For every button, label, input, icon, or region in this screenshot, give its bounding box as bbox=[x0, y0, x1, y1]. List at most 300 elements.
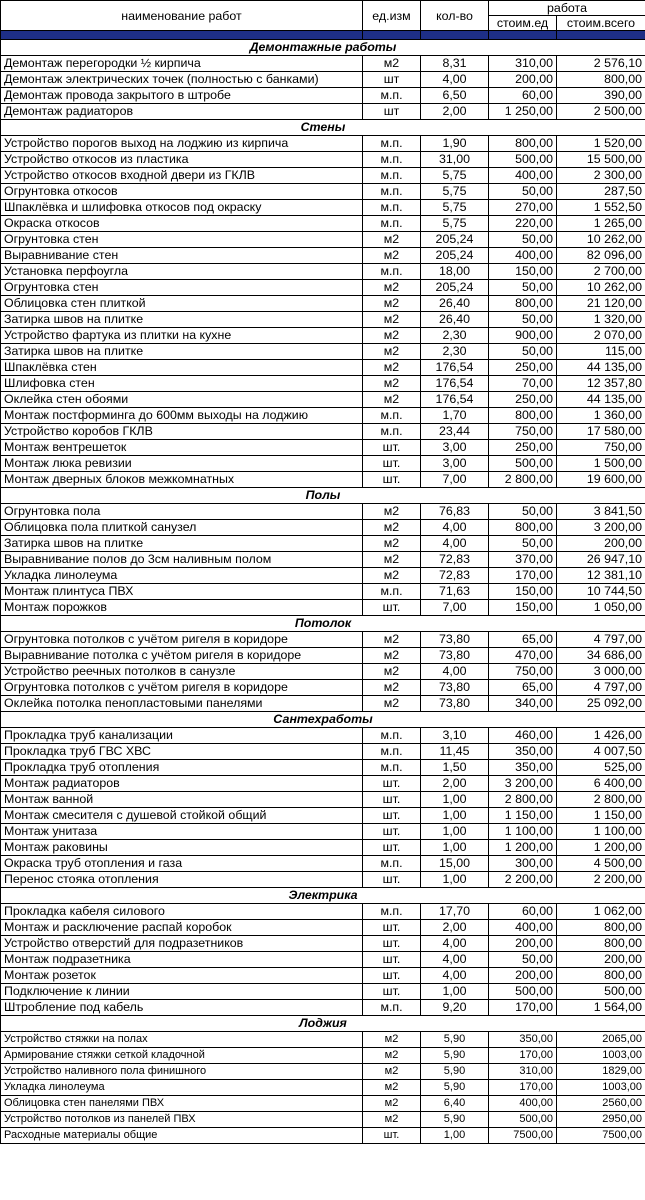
unit: м2 bbox=[363, 1048, 421, 1064]
quantity: 73,80 bbox=[421, 648, 489, 664]
total-price: 1 520,00 bbox=[557, 136, 645, 152]
unit: м.п. bbox=[363, 200, 421, 216]
unit-price: 500,00 bbox=[489, 1112, 557, 1128]
section-header bbox=[1, 488, 645, 504]
total-price: 1 200,00 bbox=[557, 840, 645, 856]
work-name: Монтаж плинтуса ПВХ bbox=[1, 584, 363, 600]
unit: м2 bbox=[363, 536, 421, 552]
unit: м.п. bbox=[363, 760, 421, 776]
unit: м2 bbox=[363, 1112, 421, 1128]
total-price: 26 947,10 bbox=[557, 552, 645, 568]
work-name: Монтаж и расключение распай коробок bbox=[1, 920, 363, 936]
unit: м.п. bbox=[363, 152, 421, 168]
unit-price: 2 800,00 bbox=[489, 472, 557, 488]
quantity: 73,80 bbox=[421, 696, 489, 712]
quantity: 5,90 bbox=[421, 1080, 489, 1096]
total-price: 2 500,00 bbox=[557, 104, 645, 120]
quantity: 205,24 bbox=[421, 280, 489, 296]
table-row bbox=[1, 1000, 645, 1016]
quantity: 2,00 bbox=[421, 920, 489, 936]
total-price: 2950,00 bbox=[557, 1112, 645, 1128]
total-price: 1829,00 bbox=[557, 1064, 645, 1080]
total-price: 200,00 bbox=[557, 952, 645, 968]
unit-price: 50,00 bbox=[489, 536, 557, 552]
work-name: Демонтаж радиаторов bbox=[1, 104, 363, 120]
work-name: Установка перфоугла bbox=[1, 264, 363, 280]
quantity: 5,75 bbox=[421, 200, 489, 216]
quantity: 205,24 bbox=[421, 232, 489, 248]
unit-price: 1 200,00 bbox=[489, 840, 557, 856]
quantity: 4,00 bbox=[421, 72, 489, 88]
unit: шт. bbox=[363, 920, 421, 936]
work-name: Устройство реечных потолков в санузле bbox=[1, 664, 363, 680]
quantity: 5,90 bbox=[421, 1064, 489, 1080]
total-price: 2 800,00 bbox=[557, 792, 645, 808]
header-divider-bar bbox=[1, 31, 645, 40]
total-price: 21 120,00 bbox=[557, 296, 645, 312]
table-row bbox=[1, 552, 645, 568]
quantity: 31,00 bbox=[421, 152, 489, 168]
work-name: Монтаж ванной bbox=[1, 792, 363, 808]
unit: шт bbox=[363, 104, 421, 120]
total-price: 25 092,00 bbox=[557, 696, 645, 712]
total-price: 3 841,50 bbox=[557, 504, 645, 520]
unit-price: 7500,00 bbox=[489, 1128, 557, 1144]
table-row bbox=[1, 168, 645, 184]
quantity: 73,80 bbox=[421, 680, 489, 696]
unit-price: 1 100,00 bbox=[489, 824, 557, 840]
header-name: наименование работ bbox=[1, 1, 363, 31]
unit-price: 370,00 bbox=[489, 552, 557, 568]
total-price: 2 200,00 bbox=[557, 872, 645, 888]
quantity: 2,00 bbox=[421, 104, 489, 120]
work-name: Монтаж постформинга до 600мм выходы на лоджию bbox=[1, 408, 363, 424]
work-name: Шлифовка стен bbox=[1, 376, 363, 392]
total-price: 1003,00 bbox=[557, 1048, 645, 1064]
work-name: Огрунтовка стен bbox=[1, 232, 363, 248]
quantity: 1,00 bbox=[421, 872, 489, 888]
work-name: Выравнивание полов до 3см наливным полом bbox=[1, 552, 363, 568]
unit: м2 bbox=[363, 648, 421, 664]
unit: шт. bbox=[363, 808, 421, 824]
header-qty: кол-во bbox=[421, 1, 489, 31]
unit: м2 bbox=[363, 568, 421, 584]
unit: м2 bbox=[363, 696, 421, 712]
quantity: 72,83 bbox=[421, 552, 489, 568]
unit-price: 250,00 bbox=[489, 360, 557, 376]
work-name: Монтаж дверных блоков межкомнатных bbox=[1, 472, 363, 488]
table-row bbox=[1, 680, 645, 696]
table-row bbox=[1, 664, 645, 680]
table-row bbox=[1, 376, 645, 392]
total-price: 44 135,00 bbox=[557, 392, 645, 408]
quantity: 4,00 bbox=[421, 968, 489, 984]
unit-price: 250,00 bbox=[489, 392, 557, 408]
unit-price: 350,00 bbox=[489, 1032, 557, 1048]
unit-price: 400,00 bbox=[489, 920, 557, 936]
total-price: 2 300,00 bbox=[557, 168, 645, 184]
total-price: 34 686,00 bbox=[557, 648, 645, 664]
unit-price: 200,00 bbox=[489, 968, 557, 984]
quantity: 11,45 bbox=[421, 744, 489, 760]
section-header bbox=[1, 1016, 645, 1032]
unit: шт. bbox=[363, 600, 421, 616]
table-row bbox=[1, 392, 645, 408]
total-price: 525,00 bbox=[557, 760, 645, 776]
table-row bbox=[1, 216, 645, 232]
quantity: 5,90 bbox=[421, 1048, 489, 1064]
unit-price: 500,00 bbox=[489, 456, 557, 472]
unit: м2 bbox=[363, 328, 421, 344]
work-name: Шпаклёвка и шлифовка откосов под окраску bbox=[1, 200, 363, 216]
table-row bbox=[1, 1096, 645, 1112]
section-title: Сантехработы bbox=[1, 712, 645, 728]
quantity: 4,00 bbox=[421, 536, 489, 552]
unit-price: 270,00 bbox=[489, 200, 557, 216]
table-row bbox=[1, 408, 645, 424]
quantity: 5,90 bbox=[421, 1112, 489, 1128]
work-name: Монтаж люка ревизии bbox=[1, 456, 363, 472]
table-row bbox=[1, 296, 645, 312]
header-unit: ед.изм bbox=[363, 1, 421, 31]
unit-price: 800,00 bbox=[489, 136, 557, 152]
total-price: 1 320,00 bbox=[557, 312, 645, 328]
total-price: 82 096,00 bbox=[557, 248, 645, 264]
work-name: Монтаж раковины bbox=[1, 840, 363, 856]
quantity: 2,30 bbox=[421, 344, 489, 360]
table-row bbox=[1, 872, 645, 888]
unit: м2 bbox=[363, 1032, 421, 1048]
total-price: 287,50 bbox=[557, 184, 645, 200]
unit-price: 170,00 bbox=[489, 1080, 557, 1096]
table-row bbox=[1, 904, 645, 920]
work-name: Прокладка кабеля силового bbox=[1, 904, 363, 920]
work-name: Огрунтовка стен bbox=[1, 280, 363, 296]
unit-price: 50,00 bbox=[489, 232, 557, 248]
total-price: 44 135,00 bbox=[557, 360, 645, 376]
work-name: Затирка швов на плитке bbox=[1, 344, 363, 360]
unit-price: 200,00 bbox=[489, 936, 557, 952]
unit-price: 350,00 bbox=[489, 744, 557, 760]
table-row bbox=[1, 520, 645, 536]
work-name: Перенос стояка отопления bbox=[1, 872, 363, 888]
quantity: 4,00 bbox=[421, 936, 489, 952]
table-row bbox=[1, 760, 645, 776]
unit-price: 3 200,00 bbox=[489, 776, 557, 792]
unit-price: 500,00 bbox=[489, 984, 557, 1000]
quantity: 72,83 bbox=[421, 568, 489, 584]
total-price: 390,00 bbox=[557, 88, 645, 104]
unit-price: 50,00 bbox=[489, 504, 557, 520]
unit: м.п. bbox=[363, 728, 421, 744]
quantity: 8,31 bbox=[421, 56, 489, 72]
unit: м2 bbox=[363, 1096, 421, 1112]
total-price: 19 600,00 bbox=[557, 472, 645, 488]
unit-price: 70,00 bbox=[489, 376, 557, 392]
unit-price: 65,00 bbox=[489, 680, 557, 696]
unit-price: 340,00 bbox=[489, 696, 557, 712]
unit-price: 500,00 bbox=[489, 152, 557, 168]
table-row bbox=[1, 808, 645, 824]
unit: м2 bbox=[363, 360, 421, 376]
unit-price: 350,00 bbox=[489, 760, 557, 776]
quantity: 7,00 bbox=[421, 600, 489, 616]
work-name: Оклейка потолка пенопластовыми панелями bbox=[1, 696, 363, 712]
total-price: 200,00 bbox=[557, 536, 645, 552]
unit: м2 bbox=[363, 312, 421, 328]
unit: м2 bbox=[363, 344, 421, 360]
work-name: Огрунтовка потолков с учётом ригеля в коридоре bbox=[1, 632, 363, 648]
unit-price: 750,00 bbox=[489, 424, 557, 440]
work-name: Облицовка стен панелями ПВХ bbox=[1, 1096, 363, 1112]
unit: шт. bbox=[363, 824, 421, 840]
table-row bbox=[1, 840, 645, 856]
unit: м2 bbox=[363, 632, 421, 648]
unit-price: 2 200,00 bbox=[489, 872, 557, 888]
unit: шт. bbox=[363, 968, 421, 984]
work-name: Монтаж розеток bbox=[1, 968, 363, 984]
total-price: 800,00 bbox=[557, 920, 645, 936]
unit: шт. bbox=[363, 792, 421, 808]
unit: м.п. bbox=[363, 216, 421, 232]
unit: м2 bbox=[363, 392, 421, 408]
table-row bbox=[1, 504, 645, 520]
unit: м.п. bbox=[363, 744, 421, 760]
quantity: 26,40 bbox=[421, 312, 489, 328]
unit: шт bbox=[363, 72, 421, 88]
work-name: Устройство потолков из панелей ПВХ bbox=[1, 1112, 363, 1128]
total-price: 10 744,50 bbox=[557, 584, 645, 600]
unit: шт. bbox=[363, 936, 421, 952]
unit: м2 bbox=[363, 552, 421, 568]
total-price: 3 000,00 bbox=[557, 664, 645, 680]
unit-price: 800,00 bbox=[489, 520, 557, 536]
table-row bbox=[1, 472, 645, 488]
work-name: Прокладка труб канализации bbox=[1, 728, 363, 744]
quantity: 1,00 bbox=[421, 792, 489, 808]
work-name: Монтаж радиаторов bbox=[1, 776, 363, 792]
unit: м2 bbox=[363, 1064, 421, 1080]
total-price: 750,00 bbox=[557, 440, 645, 456]
unit-price: 60,00 bbox=[489, 904, 557, 920]
total-price: 500,00 bbox=[557, 984, 645, 1000]
section-title: Стены bbox=[1, 120, 645, 136]
unit: м.п. bbox=[363, 904, 421, 920]
unit: м.п. bbox=[363, 264, 421, 280]
work-name: Шпаклёвка стен bbox=[1, 360, 363, 376]
unit: шт. bbox=[363, 872, 421, 888]
table-row bbox=[1, 744, 645, 760]
work-name: Подключение к линии bbox=[1, 984, 363, 1000]
work-name: Укладка линолеума bbox=[1, 568, 363, 584]
work-name: Огрунтовка потолков с учётом ригеля в коридоре bbox=[1, 680, 363, 696]
total-price: 1 050,00 bbox=[557, 600, 645, 616]
table-row bbox=[1, 1032, 645, 1048]
quantity: 71,63 bbox=[421, 584, 489, 600]
section-header bbox=[1, 888, 645, 904]
work-name: Монтаж подразетника bbox=[1, 952, 363, 968]
total-price: 115,00 bbox=[557, 344, 645, 360]
quantity: 4,00 bbox=[421, 520, 489, 536]
work-name: Облицовка стен плиткой bbox=[1, 296, 363, 312]
total-price: 12 381,10 bbox=[557, 568, 645, 584]
work-name: Устройство порогов выход на лоджию из кирпича bbox=[1, 136, 363, 152]
section-title: Потолок bbox=[1, 616, 645, 632]
table-row bbox=[1, 968, 645, 984]
work-name: Устройство стяжки на полах bbox=[1, 1032, 363, 1048]
unit-price: 170,00 bbox=[489, 1048, 557, 1064]
unit: м2 bbox=[363, 232, 421, 248]
unit-price: 250,00 bbox=[489, 440, 557, 456]
work-name: Затирка швов на плитке bbox=[1, 536, 363, 552]
header-unit-price: стоим.ед bbox=[489, 16, 557, 31]
total-price: 10 262,00 bbox=[557, 232, 645, 248]
quantity: 4,00 bbox=[421, 952, 489, 968]
total-price: 7500,00 bbox=[557, 1128, 645, 1144]
work-name: Выравнивание потолка с учётом ригеля в коридоре bbox=[1, 648, 363, 664]
quantity: 73,80 bbox=[421, 632, 489, 648]
unit: м2 bbox=[363, 664, 421, 680]
table-row bbox=[1, 984, 645, 1000]
total-price: 2 700,00 bbox=[557, 264, 645, 280]
quantity: 3,00 bbox=[421, 440, 489, 456]
work-name: Демонтаж перегородки ½ кирпича bbox=[1, 56, 363, 72]
table-row bbox=[1, 328, 645, 344]
unit: м.п. bbox=[363, 168, 421, 184]
total-price: 12 357,80 bbox=[557, 376, 645, 392]
quantity: 1,90 bbox=[421, 136, 489, 152]
table-row bbox=[1, 456, 645, 472]
unit-price: 800,00 bbox=[489, 408, 557, 424]
total-price: 1 500,00 bbox=[557, 456, 645, 472]
unit: м.п. bbox=[363, 1000, 421, 1016]
work-name: Огрунтовка откосов bbox=[1, 184, 363, 200]
total-price: 1003,00 bbox=[557, 1080, 645, 1096]
unit-price: 65,00 bbox=[489, 632, 557, 648]
unit-price: 50,00 bbox=[489, 952, 557, 968]
quantity: 205,24 bbox=[421, 248, 489, 264]
quantity: 2,00 bbox=[421, 776, 489, 792]
quantity: 26,40 bbox=[421, 296, 489, 312]
quantity: 15,00 bbox=[421, 856, 489, 872]
total-price: 1 150,00 bbox=[557, 808, 645, 824]
quantity: 1,00 bbox=[421, 1128, 489, 1144]
table-row bbox=[1, 792, 645, 808]
total-price: 4 797,00 bbox=[557, 680, 645, 696]
section-header bbox=[1, 40, 645, 56]
unit-price: 400,00 bbox=[489, 168, 557, 184]
table-row bbox=[1, 312, 645, 328]
work-name: Устройство отверстий для подразетников bbox=[1, 936, 363, 952]
unit-price: 2 800,00 bbox=[489, 792, 557, 808]
table-row bbox=[1, 104, 645, 120]
quantity: 5,75 bbox=[421, 184, 489, 200]
work-name: Демонтаж электрических точек (полностью с банками) bbox=[1, 72, 363, 88]
quantity: 17,70 bbox=[421, 904, 489, 920]
table-row bbox=[1, 776, 645, 792]
unit-price: 1 250,00 bbox=[489, 104, 557, 120]
unit-price: 470,00 bbox=[489, 648, 557, 664]
table-row bbox=[1, 584, 645, 600]
table-row bbox=[1, 232, 645, 248]
work-name: Монтаж порожков bbox=[1, 600, 363, 616]
total-price: 1 062,00 bbox=[557, 904, 645, 920]
unit: шт. bbox=[363, 984, 421, 1000]
unit: шт. bbox=[363, 472, 421, 488]
total-price: 1 426,00 bbox=[557, 728, 645, 744]
unit: м2 bbox=[363, 520, 421, 536]
table-row bbox=[1, 152, 645, 168]
table-row bbox=[1, 936, 645, 952]
work-name: Расходные материалы общие bbox=[1, 1128, 363, 1144]
quantity: 76,83 bbox=[421, 504, 489, 520]
table-row bbox=[1, 856, 645, 872]
work-name: Окраска откосов bbox=[1, 216, 363, 232]
work-name: Укладка линолеума bbox=[1, 1080, 363, 1096]
unit-price: 170,00 bbox=[489, 1000, 557, 1016]
table-row bbox=[1, 952, 645, 968]
total-price: 800,00 bbox=[557, 968, 645, 984]
work-name: Выравнивание стен bbox=[1, 248, 363, 264]
work-name: Прокладка труб отопления bbox=[1, 760, 363, 776]
table-row bbox=[1, 264, 645, 280]
section-title: Электрика bbox=[1, 888, 645, 904]
quantity: 2,30 bbox=[421, 328, 489, 344]
quantity: 18,00 bbox=[421, 264, 489, 280]
unit-price: 310,00 bbox=[489, 1064, 557, 1080]
unit: м.п. bbox=[363, 408, 421, 424]
work-name: Демонтаж провода закрытого в штробе bbox=[1, 88, 363, 104]
total-price: 800,00 bbox=[557, 72, 645, 88]
total-price: 4 500,00 bbox=[557, 856, 645, 872]
unit: м.п. bbox=[363, 856, 421, 872]
total-price: 1 100,00 bbox=[557, 824, 645, 840]
work-name: Огрунтовка пола bbox=[1, 504, 363, 520]
quantity: 23,44 bbox=[421, 424, 489, 440]
unit: м2 bbox=[363, 56, 421, 72]
quantity: 1,00 bbox=[421, 984, 489, 1000]
unit-price: 400,00 bbox=[489, 248, 557, 264]
work-name: Монтаж смесителя с душевой стойкой общий bbox=[1, 808, 363, 824]
quantity: 5,75 bbox=[421, 216, 489, 232]
total-price: 1 265,00 bbox=[557, 216, 645, 232]
work-name: Армирование стяжки сеткой кладочной bbox=[1, 1048, 363, 1064]
section-header bbox=[1, 120, 645, 136]
work-name: Штробление под кабель bbox=[1, 1000, 363, 1016]
work-name: Устройство откосов входной двери из ГКЛВ bbox=[1, 168, 363, 184]
quantity: 7,00 bbox=[421, 472, 489, 488]
quantity: 176,54 bbox=[421, 392, 489, 408]
table-row bbox=[1, 648, 645, 664]
table-row bbox=[1, 72, 645, 88]
unit-price: 310,00 bbox=[489, 56, 557, 72]
unit: м2 bbox=[363, 296, 421, 312]
unit: м2 bbox=[363, 376, 421, 392]
total-price: 2560,00 bbox=[557, 1096, 645, 1112]
quantity: 176,54 bbox=[421, 376, 489, 392]
table-row bbox=[1, 920, 645, 936]
section-header bbox=[1, 616, 645, 632]
unit: м2 bbox=[363, 248, 421, 264]
table-row bbox=[1, 184, 645, 200]
table-row bbox=[1, 280, 645, 296]
unit: шт. bbox=[363, 952, 421, 968]
work-name: Монтаж унитаза bbox=[1, 824, 363, 840]
section-title: Лоджия bbox=[1, 1016, 645, 1032]
table-row bbox=[1, 424, 645, 440]
work-name: Затирка швов на плитке bbox=[1, 312, 363, 328]
unit-price: 150,00 bbox=[489, 584, 557, 600]
